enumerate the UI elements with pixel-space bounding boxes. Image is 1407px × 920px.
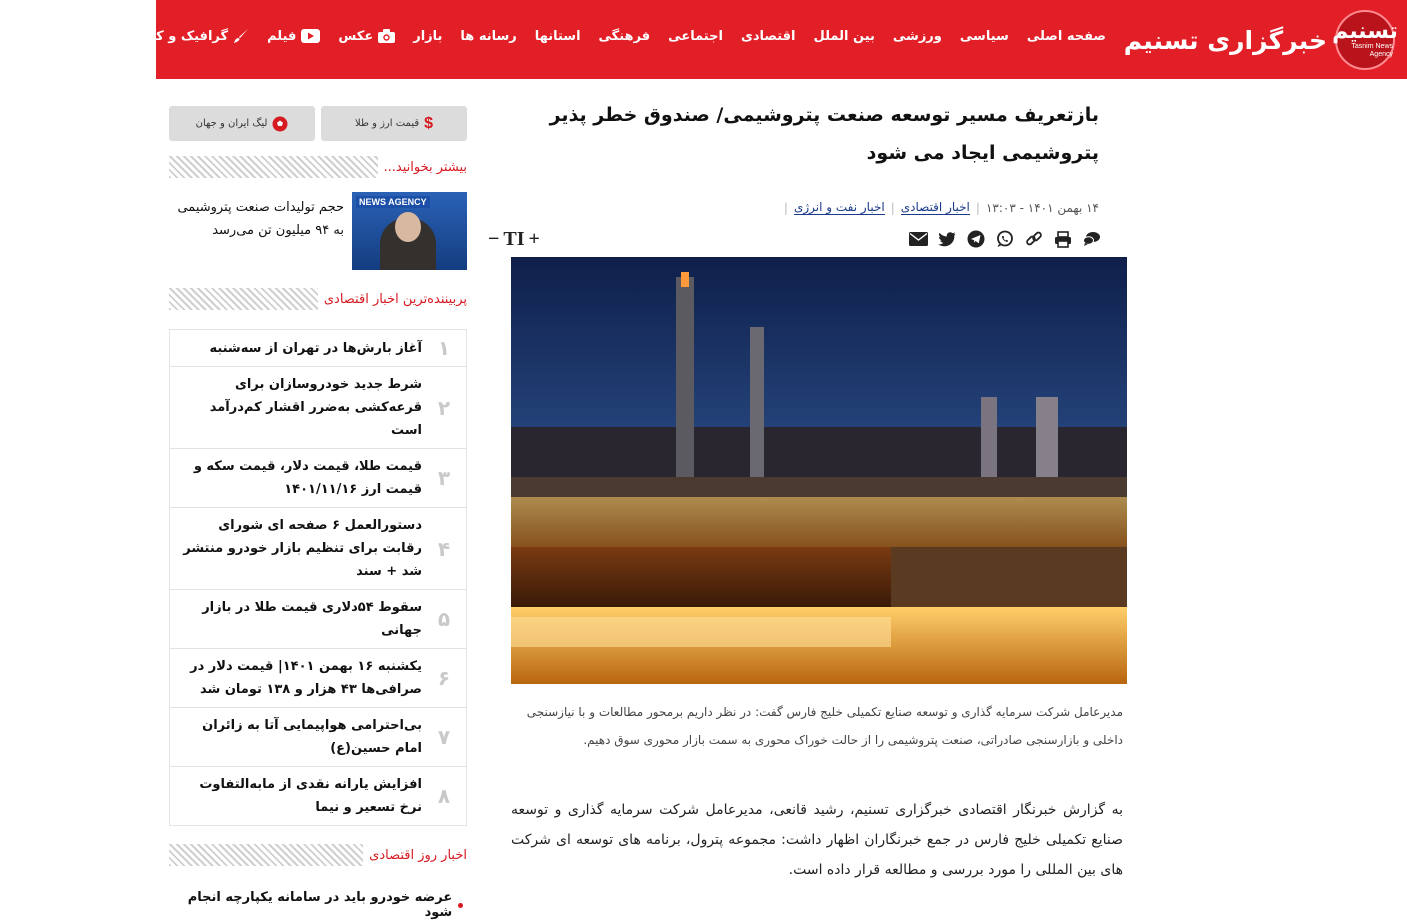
nav-tv[interactable]: تلویزیون — [0, 29, 96, 44]
nav-politics[interactable]: سیاسی — [959, 28, 1009, 44]
heading-divider — [169, 156, 378, 178]
article-hero-image — [511, 257, 1127, 684]
site-logo[interactable] — [1123, 10, 1398, 70]
popular-rank: ۳ — [437, 466, 451, 490]
popular-item[interactable] — [170, 766, 466, 825]
quick-link-currency[interactable]: $ قیمت ارز و طلا — [321, 106, 467, 141]
today-item[interactable] — [169, 890, 467, 920]
whatsapp-icon[interactable] — [995, 229, 1015, 249]
popular-rank: ۷ — [437, 725, 451, 749]
article-toolbar — [486, 225, 1102, 253]
logo-subtitle: Tasnim News Agency — [1351, 43, 1393, 58]
popular-item[interactable] — [170, 507, 466, 589]
font-size-control — [488, 228, 540, 251]
popular-item[interactable] — [170, 366, 466, 448]
today-heading — [169, 842, 467, 868]
dollar-icon: $ — [424, 114, 434, 132]
video-icon — [301, 29, 320, 43]
today-item-text: عرضه خودرو باید در سامانه یکپارچه انجام شود — [187, 890, 453, 920]
logo-emblem — [1332, 10, 1398, 70]
tv-icon — [70, 29, 88, 44]
popular-rank: ۸ — [437, 784, 451, 808]
popular-item[interactable] — [170, 448, 466, 507]
thumb-person-head — [395, 212, 421, 242]
nav-international[interactable]: بین الملل — [813, 28, 875, 44]
article-title: بازتعریف مسیر توسعه صنعت پتروشیمی/ صندوق خطر پذیر پتروشیمی ایجاد می شود — [549, 104, 1099, 164]
popular-rank: ۵ — [437, 607, 451, 631]
meta-separator: | — [890, 200, 895, 215]
popular-rank: ۴ — [437, 536, 451, 561]
readmore-text: حجم تولیدات صنعت پتروشیمی به ۹۴ میلیون تن می‌رسد — [177, 200, 344, 238]
readmore-title: بیشتر بخوانید... — [383, 159, 467, 175]
readmore-heading — [169, 154, 467, 180]
nav-provinces[interactable]: استانها — [534, 28, 581, 44]
nav-market[interactable]: بازار — [413, 28, 443, 44]
article-datetime: ۱۴ بهمن ۱۴۰۱ - ۱۳:۰۳ — [985, 200, 1099, 215]
image-caption: مدیرعامل شرکت سرمایه گذاری و توسعه صنایع تکمیلی خلیج فارس گفت: در نظر داریم برمحور مطالعات و با نیازسنجی داخلی و بازارسنجی صادراتی، صنعت پتروشیمی را از حالت خوراک محوری به سمت بازار محوری سوق دهیم. — [526, 705, 1123, 747]
camera-icon — [378, 29, 395, 43]
nav-economy[interactable]: اقتصادی — [740, 28, 796, 44]
quick-link-league[interactable]: لیگ ایران و جهان — [169, 106, 315, 141]
nav-graphics[interactable]: گرافیک و کاریکاتور — [97, 28, 258, 44]
popular-text: شرط جدید خودروسازان برای قرعه‌کشی به‌ضرر اقشار کم‌درآمد است — [209, 377, 422, 438]
telegram-icon[interactable] — [966, 229, 986, 249]
twitter-icon[interactable] — [937, 229, 957, 249]
readmore-thumbnail — [352, 192, 467, 270]
article — [486, 96, 1123, 878]
popular-item[interactable] — [170, 589, 466, 648]
nav-photo[interactable]: عکس — [329, 29, 404, 44]
popular-list — [169, 329, 467, 826]
logo-mark: تسنیم — [1332, 19, 1398, 44]
heading-divider — [169, 288, 318, 310]
popular-text: افزایش یارانه نقدی از مابه‌التفاوت نرخ تسعیر و نیما — [199, 777, 422, 815]
readmore-item[interactable] — [169, 192, 467, 270]
quick-links — [169, 106, 467, 141]
popular-rank: ۲ — [437, 395, 451, 420]
football-icon — [272, 116, 288, 132]
popular-text: بی‌احترامی هواپیمایی آتا به زائران امام حسین(ع) — [202, 718, 422, 756]
popular-heading — [169, 286, 467, 312]
nav-home[interactable]: صفحه اصلی — [1026, 28, 1106, 44]
popular-text: قیمت طلا، قیمت دلار، قیمت سکه و قیمت ارز ۱۴۰۱/۱۱/۱۶ — [193, 459, 422, 497]
popular-title: پربیننده‌ترین اخبار اقتصادی — [323, 291, 467, 307]
popular-rank: ۶ — [437, 666, 451, 690]
logo-text: خبرگزاری تسنیم — [1123, 25, 1327, 55]
print-icon[interactable] — [1053, 229, 1073, 249]
popular-text: دستورالعمل ۶ صفحه ای شورای رقابت برای تنظیم بازار خودرو منتشر شد + سند — [183, 518, 422, 579]
bullet-icon — [458, 903, 463, 908]
today-title: اخبار روز اقتصادی — [369, 847, 467, 863]
nav-sports[interactable]: ورزشی — [892, 28, 942, 44]
category-link-energy[interactable]: اخبار نفت و انرژی — [793, 200, 885, 214]
copy-link-icon[interactable] — [1024, 229, 1044, 249]
nav-media[interactable]: رسانه ها — [460, 28, 517, 44]
meta-separator: | — [975, 200, 980, 215]
font-size-label: TI — [503, 227, 525, 250]
popular-rank: ۱ — [437, 336, 451, 360]
brush-icon — [233, 28, 249, 44]
comment-icon[interactable] — [1082, 229, 1102, 249]
article-lead: به گزارش خبرنگار اقتصادی خبرگزاری تسنیم، رشید قانعی، مدیرعامل شرکت سرمایه گذاری و توسعه صنایع تکمیلی خلیج فارس در جمع خبرنگاران اظهار داشت: مجموعه پترول، برنامه های توسعه ای شرکت های بین المللی را مورد بررسی و مطالعه قرار داده است. — [511, 802, 1123, 878]
share-bar — [908, 229, 1102, 249]
nav-video[interactable]: فیلم — [258, 29, 329, 44]
popular-text: سقوط ۵۴دلاری قیمت طلا در بازار جهانی — [202, 600, 422, 638]
category-link-economy[interactable]: اخبار اقتصادی — [900, 200, 970, 214]
meta-separator: | — [783, 200, 788, 215]
popular-text: آغاز بارش‌ها در تهران از سه‌شنبه — [209, 340, 422, 356]
nav-social[interactable]: اجتماعی — [668, 28, 723, 44]
font-increase-icon[interactable]: + — [528, 227, 540, 250]
popular-item[interactable] — [170, 329, 466, 366]
popular-item[interactable] — [170, 707, 466, 766]
site-header — [9, 0, 1407, 79]
sidebar — [169, 106, 467, 920]
popular-item[interactable] — [170, 648, 466, 707]
popular-text: یکشنبه ۱۶ بهمن ۱۴۰۱| قیمت دلار در صرافی‌ها ۴۳ هزار و ۱۳۸ تومان شد — [190, 659, 422, 697]
article-meta — [486, 200, 1102, 215]
heading-divider — [169, 844, 363, 866]
nav-culture[interactable]: فرهنگی — [598, 28, 651, 44]
main-nav — [0, 28, 1115, 44]
font-decrease-icon[interactable]: − — [488, 227, 500, 250]
email-icon[interactable] — [908, 229, 928, 249]
thumb-brand: NEWS AGENCY — [356, 196, 430, 208]
